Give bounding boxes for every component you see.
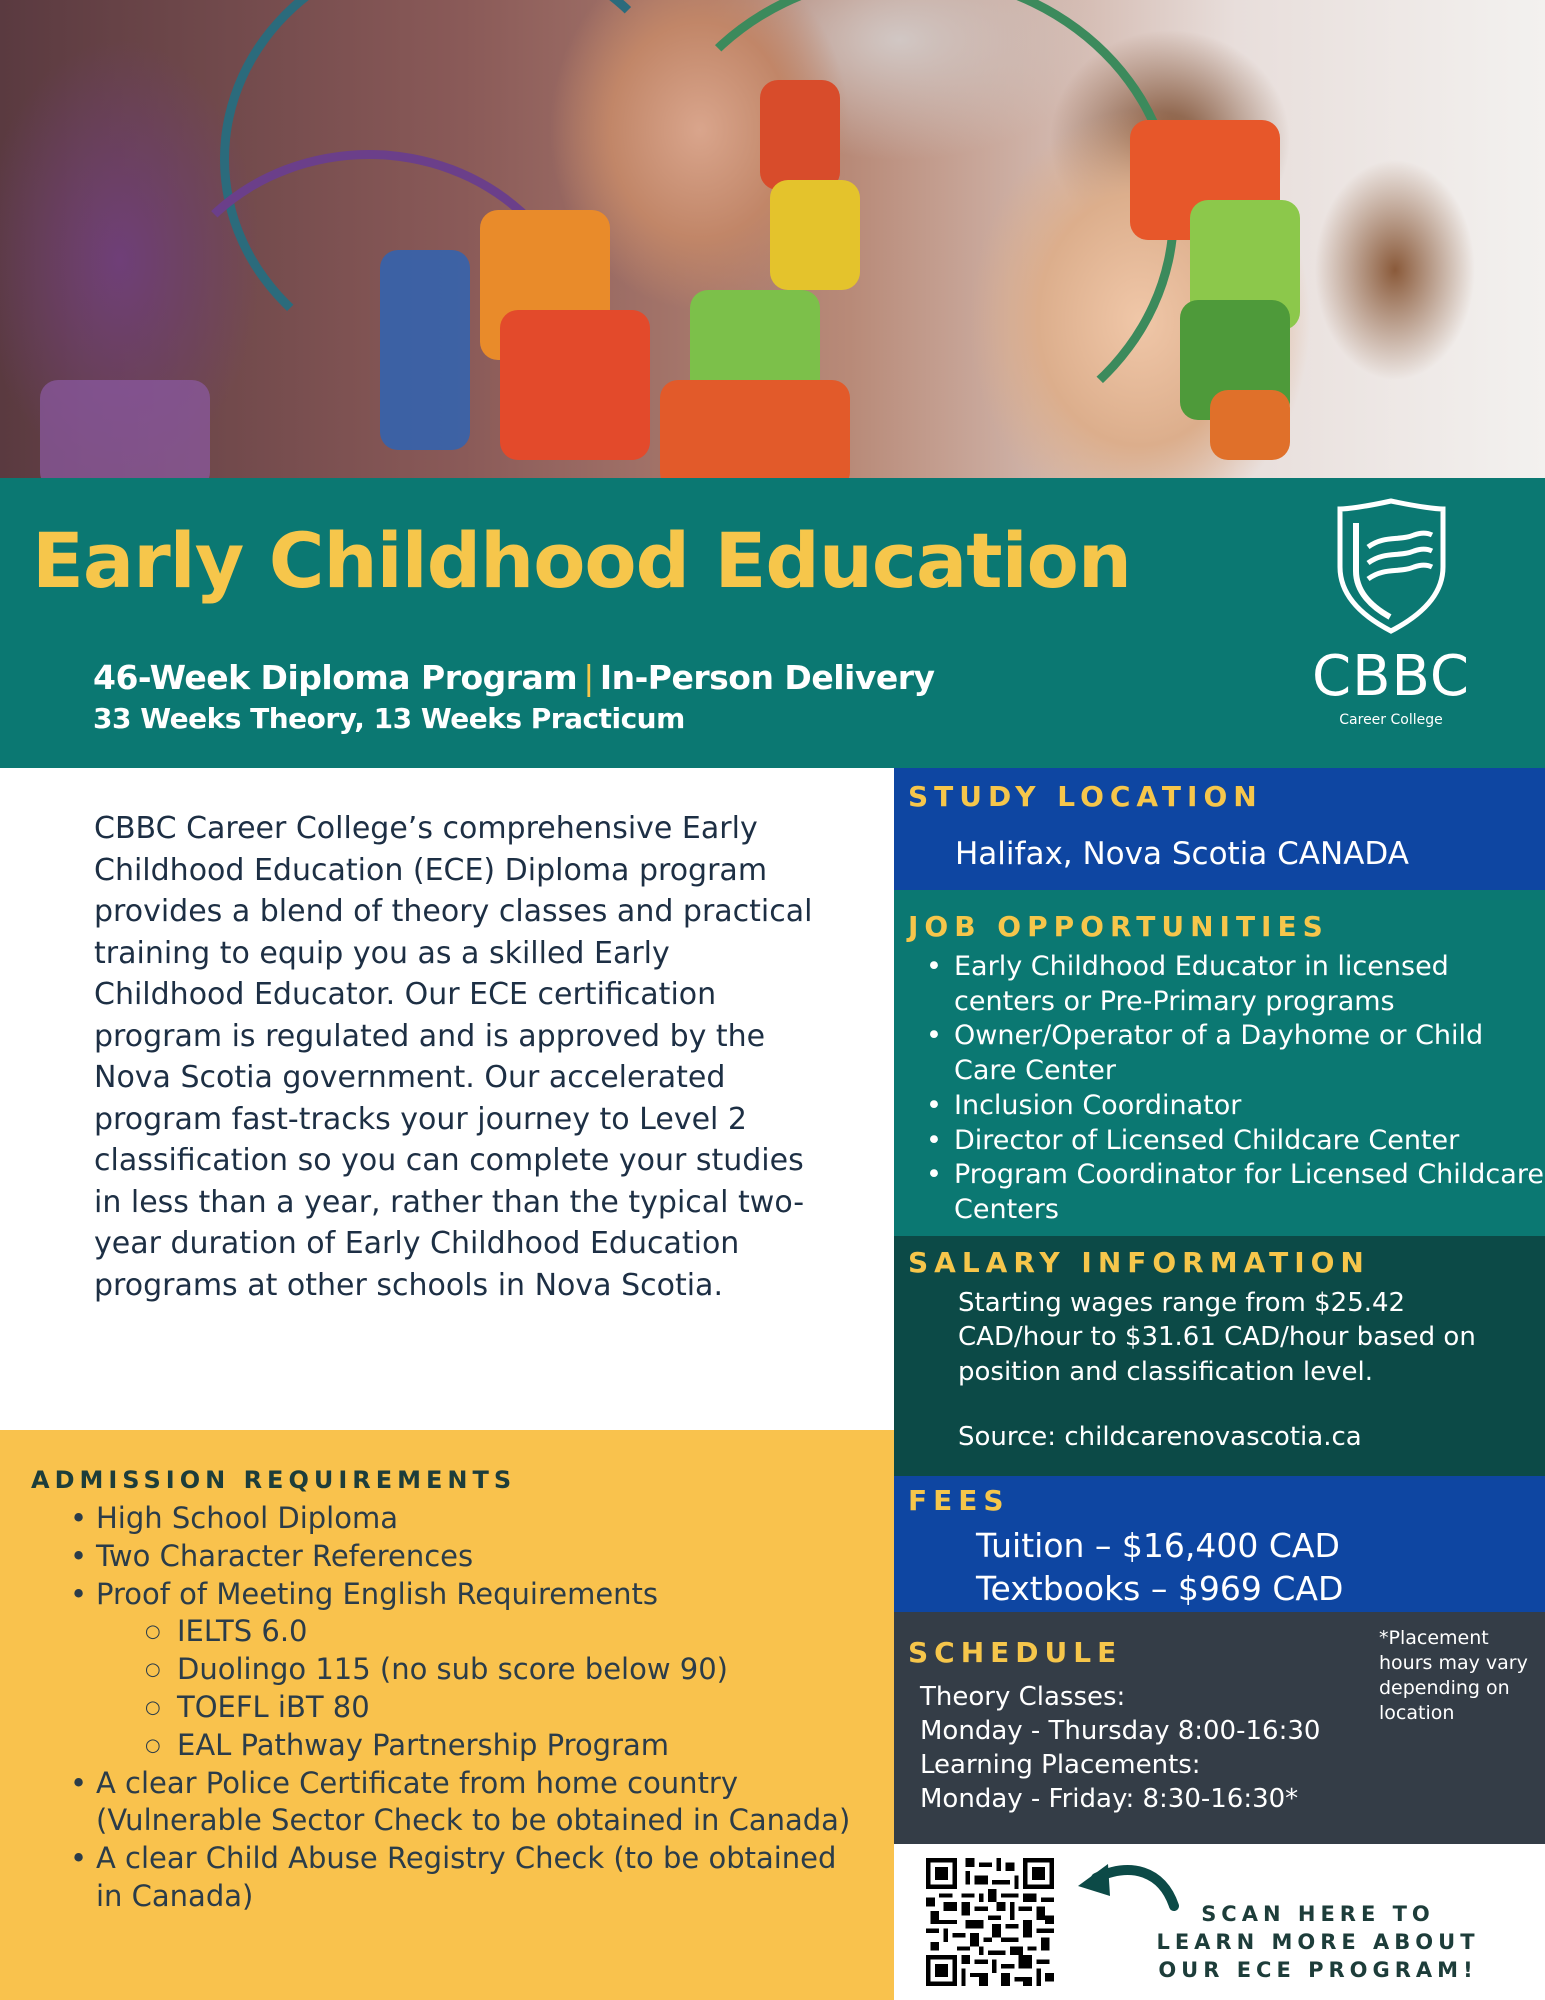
schedule-lines	[920, 1680, 1320, 1816]
admission-list	[96, 1500, 856, 1916]
bead	[660, 380, 850, 478]
program-subtitle	[93, 658, 935, 697]
program-length: 46-Week Diploma Program	[93, 658, 578, 697]
jobs-list	[954, 950, 1544, 1228]
textbook-fee: Textbooks – $969 CAD	[976, 1569, 1344, 1608]
list-item: • Inclusion Coordinator	[954, 1089, 1544, 1124]
bead	[500, 310, 650, 460]
schedule-line: Theory Classes:	[920, 1682, 1126, 1712]
logo-tagline: Career College	[1339, 712, 1443, 728]
shield-waves-icon	[1334, 497, 1449, 635]
list-item: • A clear Police Certificate from home country (Vulnerable Sector Check to be obtained in Canada)	[96, 1765, 856, 1841]
list-item: • A clear Child Abuse Registry Check (to be obtained in Canada)	[96, 1840, 856, 1916]
list-item: • Owner/Operator of a Dayhome or Child Care Center	[954, 1019, 1544, 1088]
admission-title: ADMISSION REQUIREMENTS	[31, 1466, 517, 1494]
bead	[770, 180, 860, 290]
bead	[380, 250, 470, 450]
list-item	[96, 1576, 856, 1765]
list-item-label: Proof of Meeting English Requirements	[96, 1576, 659, 1611]
hero-photo	[0, 0, 1545, 478]
fees-title: FEES	[908, 1484, 1010, 1517]
list-item: • High School Diploma	[96, 1500, 856, 1538]
bead	[760, 80, 840, 190]
list-item: ○ EAL Pathway Partnership Program	[177, 1727, 856, 1765]
bead	[1210, 390, 1290, 460]
location-title: STUDY LOCATION	[908, 780, 1263, 813]
program-breakdown: 33 Weeks Theory, 13 Weeks Practicum	[93, 702, 685, 735]
program-description: CBBC Career College’s comprehensive Early Childhood Education (ECE) Diploma program provides a blend of theory classes and practical training to equip you as a skilled Early Childhood Educator. Our ECE certification program is regulated and is approved by the Nova Scotia government. Our accelerated program fast-tracks your journey to Level 2 classification so you can complete your studies in less than a year, rather than the typical two-year duration of Early Childhood Education programs at other schools in Nova Scotia.	[94, 811, 813, 1303]
scan-callout: SCAN HERE TO LEARN MORE ABOUT OUR ECE PROGRAM!	[1156, 1902, 1480, 1982]
page-title: Early Childhood Education	[32, 516, 1131, 605]
schedule-line: Monday - Friday: 8:30-16:30*	[920, 1784, 1299, 1814]
salary-text: Starting wages range from $25.42 CAD/hour to $31.61 CAD/hour based on position and classification level.	[958, 1288, 1476, 1387]
schedule-note: *Placement hours may vary depending on location	[1379, 1627, 1528, 1724]
list-item: • Program Coordinator for Licensed Childcare Centers	[954, 1158, 1544, 1227]
english-requirements-list	[96, 1613, 856, 1764]
tuition-fee: Tuition – $16,400 CAD	[976, 1526, 1340, 1565]
list-item: • Director of Licensed Childcare Center	[954, 1124, 1544, 1159]
salary-source: Source: childcarenovascotia.ca	[958, 1422, 1362, 1452]
schedule-line: Monday - Thursday 8:00-16:30	[920, 1716, 1321, 1746]
list-item: • Early Childhood Educator in licensed centers or Pre-Primary programs	[954, 950, 1544, 1019]
list-item: • Two Character References	[96, 1538, 856, 1576]
subtitle-separator: |	[583, 658, 594, 697]
schedule-line: Learning Placements:	[920, 1750, 1201, 1780]
location-value: Halifax, Nova Scotia CANADA	[955, 836, 1409, 872]
list-item: ○ TOEFL iBT 80	[177, 1689, 856, 1727]
delivery-mode: In-Person Delivery	[599, 658, 935, 697]
jobs-title: JOB OPPORTUNITIES	[908, 910, 1329, 943]
logo-wordmark: CBBC	[1311, 644, 1471, 709]
schedule-title: SCHEDULE	[908, 1636, 1123, 1669]
list-item: ○ IELTS 6.0	[177, 1613, 856, 1651]
qr-code-icon[interactable]	[926, 1858, 1054, 1986]
salary-title: SALARY INFORMATION	[908, 1246, 1370, 1279]
list-item: ○ Duolingo 115 (no sub score below 90)	[177, 1651, 856, 1689]
bead	[40, 380, 210, 478]
